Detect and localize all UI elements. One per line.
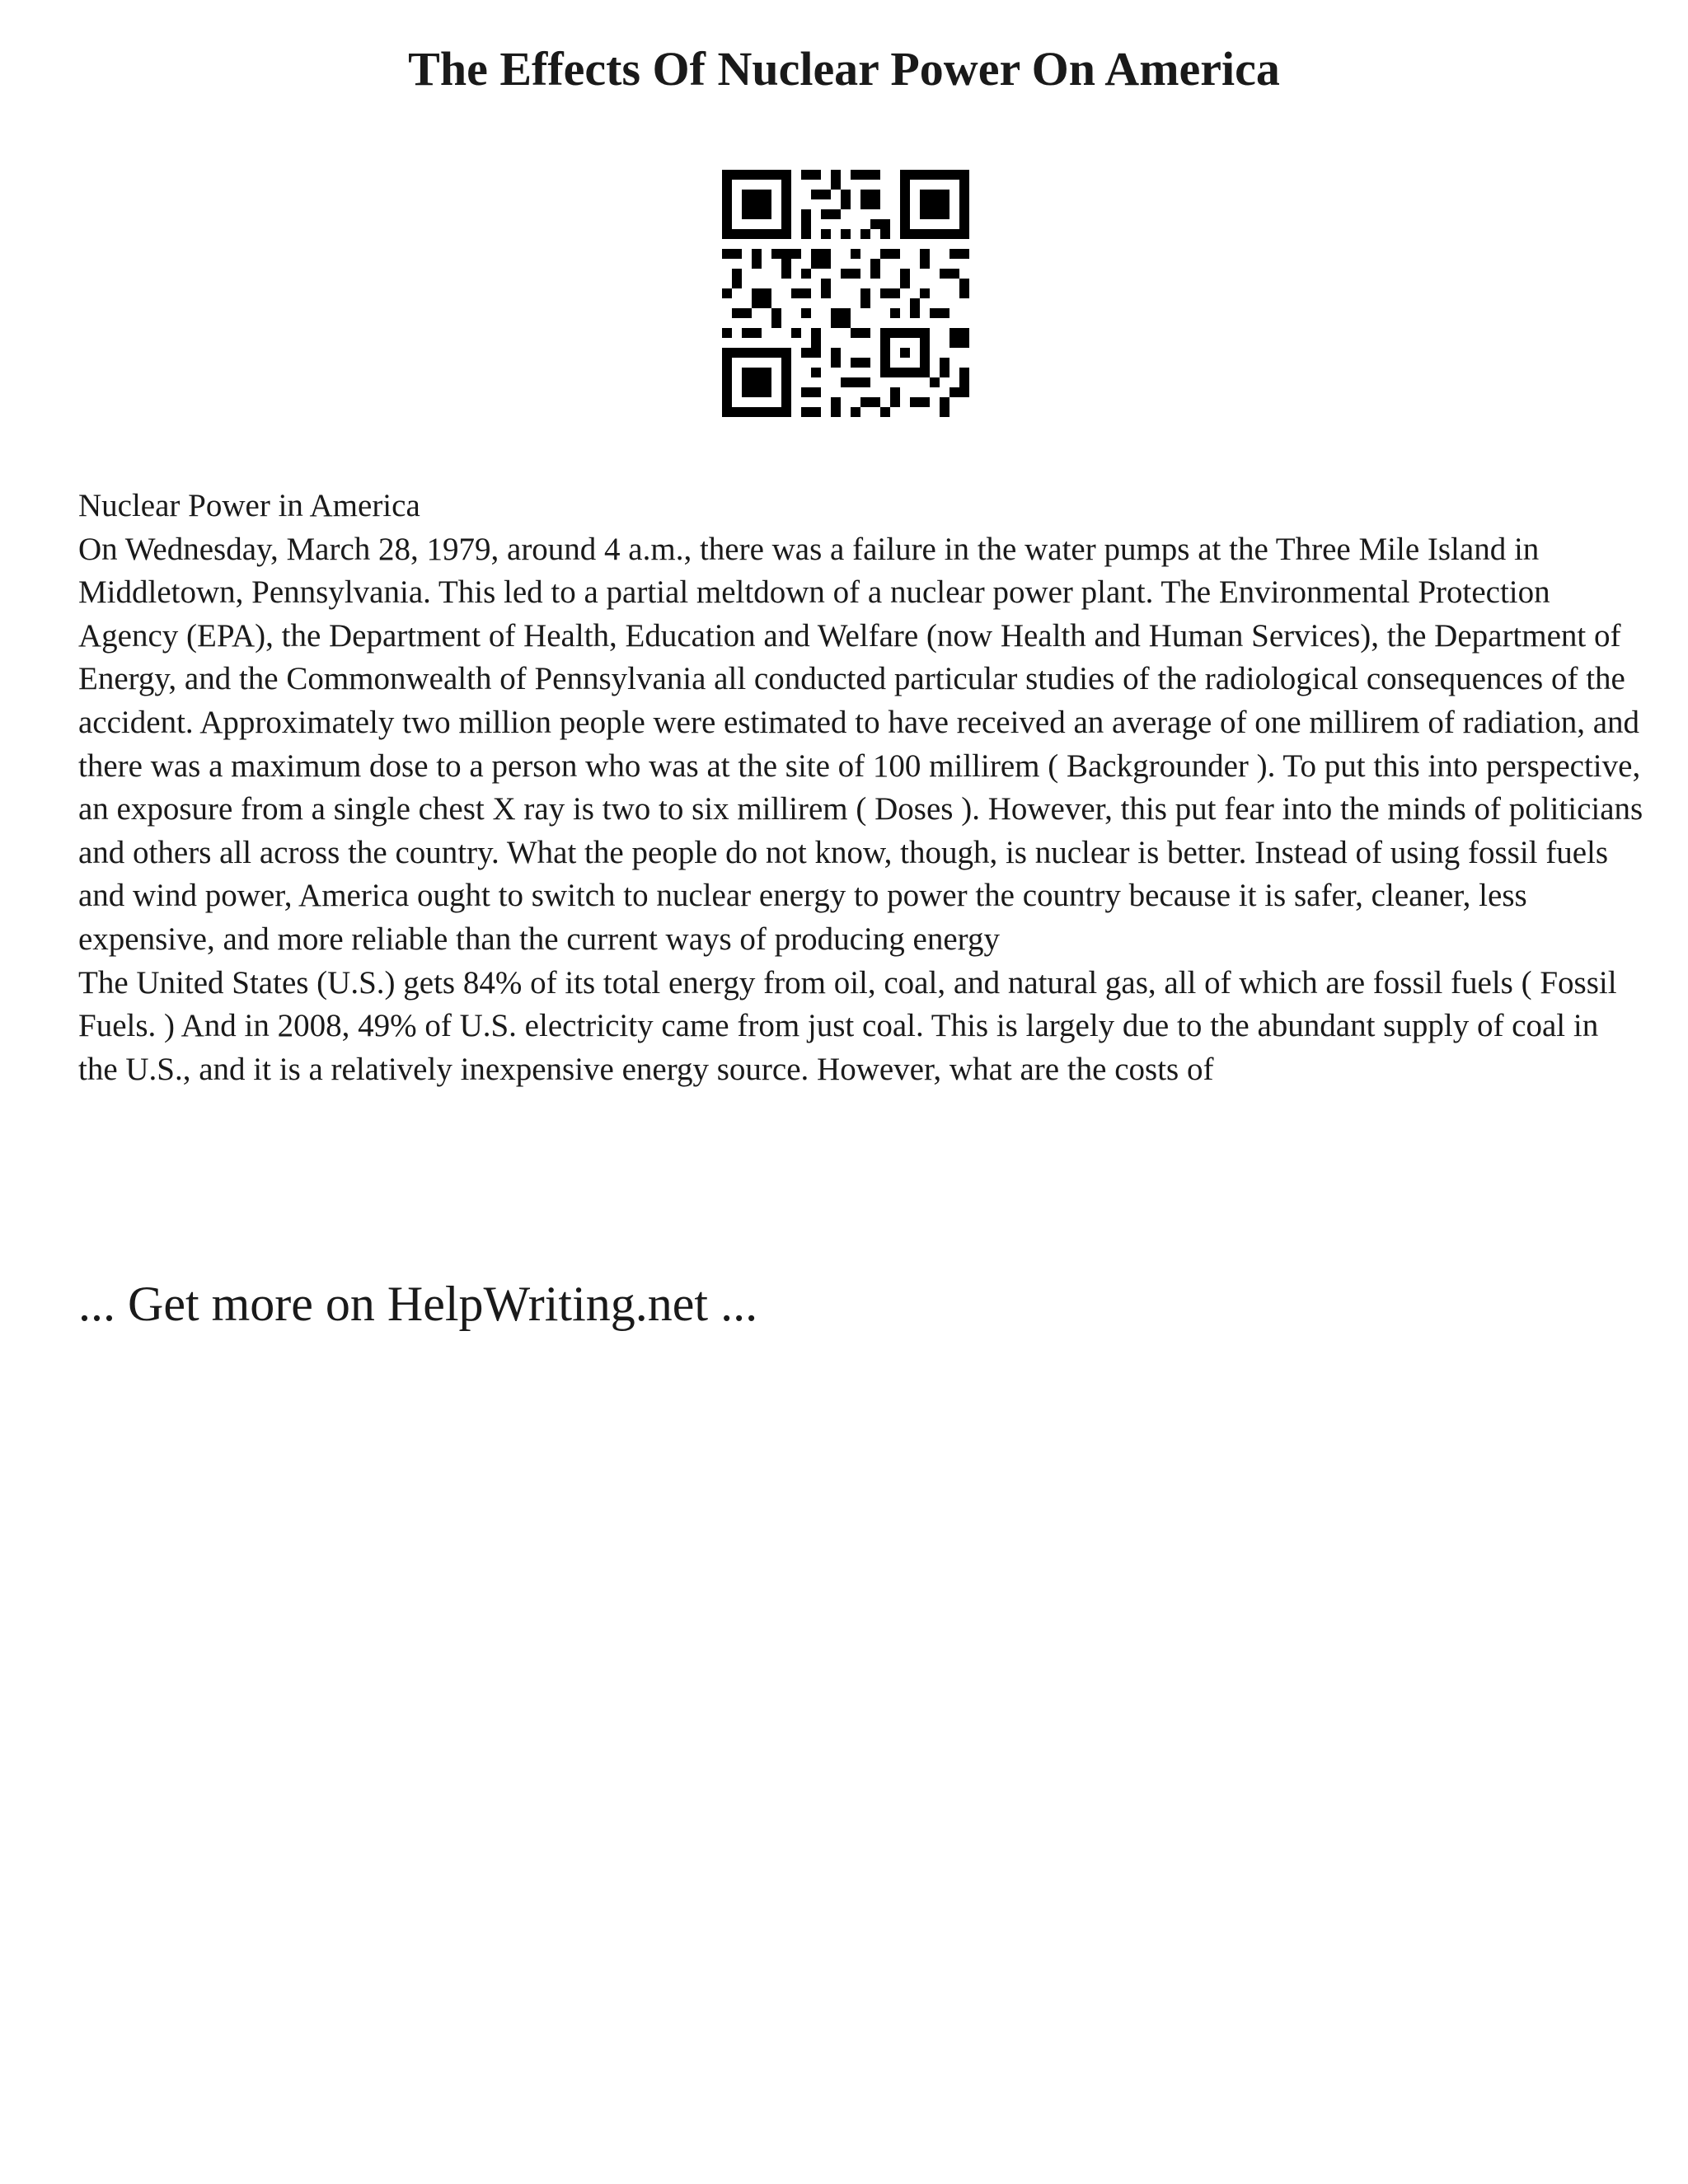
paragraph-2: The United States (U.S.) gets 84% of its total energy from oil, coal, and natural gas, all of which are fossil fuels ( Fossil Fuels. ) And in 2008, 49% of U.S. electricity came from just coal. This is largely due to the abundant supply of coal in the U.S., and it is a relatively inexpensive energy source. However, what are the costs of xyxy=(78,964,1617,1087)
essay-excerpt xyxy=(78,485,1644,1091)
get-more-link[interactable]: ... Get more on HelpWriting.net ... xyxy=(78,1277,758,1331)
paragraph-1: On Wednesday, March 28, 1979, around 4 a.m., there was a failure in the water pumps at the Three Mile Island in Middletown, Pennsylvania. This led to a partial meltdown of a nuclear power plant. The Environmental Protection Agency (EPA), the Department of Health, Education and Welfare (now Health and Human Services), the Department of Energy, and the Commonwealth of Pennsylvania all conducted particular studies of the radiological consequences of the accident. Approximately two million people were estimated to have received an average of one millirem of radiation, and there was a maximum dose to a person who was at the site of 100 millirem ( Backgrounder ). To put this into perspective, an exposure from a single chest X ray is two to six millirem ( Doses ). However, this put fear into the minds of politicians and others all across the country. What the people do not know, though, is nuclear is better. Instead of using fossil fuels and wind power, America ought to switch to nuclear energy to power the country because it is safer, cleaner, less expensive, and more reliable than the current ways of producing energy xyxy=(78,531,1643,957)
page-title: The Effects Of Nuclear Power On America xyxy=(408,42,1280,96)
section-subtitle: Nuclear Power in America xyxy=(78,488,420,523)
qr-code-icon xyxy=(722,170,969,417)
